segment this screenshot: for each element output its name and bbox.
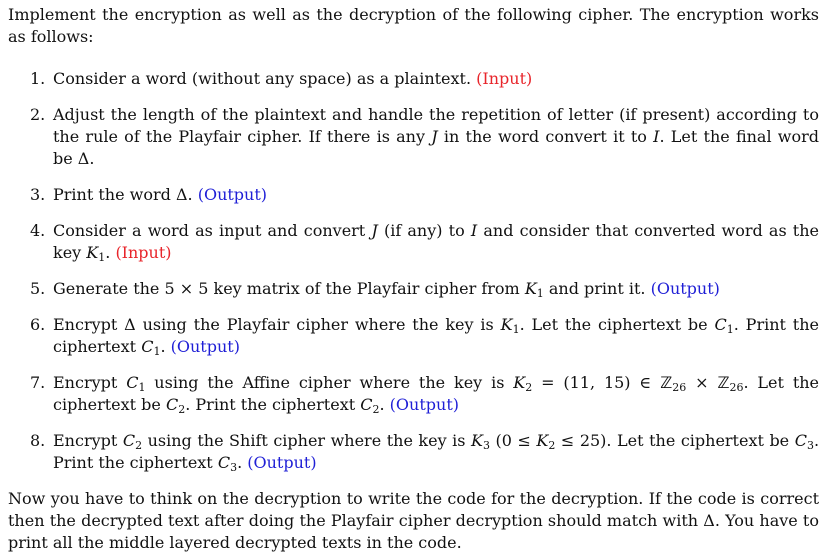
modulus-subscript: 26 xyxy=(729,381,744,394)
cipher-subscript: 2 xyxy=(178,403,186,416)
step-6 xyxy=(8,314,819,358)
step-8 xyxy=(8,430,819,474)
step-text: Print the word xyxy=(53,185,176,204)
step-number: 2. xyxy=(30,105,46,124)
step-text: . xyxy=(237,453,243,472)
key-subscript: 2 xyxy=(525,381,533,394)
step-text: = (11, 15) ∈ xyxy=(532,373,661,392)
cipher-subscript: 3 xyxy=(230,461,238,474)
step-text: . Print the ciphertext xyxy=(53,315,820,356)
math-var: I xyxy=(653,127,660,146)
cipher-subscript: 2 xyxy=(135,439,143,452)
delta-symbol: Δ xyxy=(124,315,136,334)
key-subscript: 1 xyxy=(536,287,544,300)
cipher-var: C xyxy=(141,337,154,356)
step-text: (if any) to xyxy=(377,221,471,240)
step-4 xyxy=(8,220,819,264)
input-tag: (Input) xyxy=(476,69,533,88)
closing-text: . You have to print all the middle layered decrypted texts in the code. xyxy=(8,511,819,552)
step-text: . xyxy=(105,243,111,262)
step-text: ≤ 25). Let the ciphertext be xyxy=(555,431,795,450)
closing-text: Now you have to think on the decryption to write the code for the decryption. If the code is correct then the decrypted text after doing the Playfair cipher decryption should match with xyxy=(8,489,819,530)
input-tag: (Input) xyxy=(115,243,172,262)
step-text: . xyxy=(89,149,95,168)
cipher-var: C xyxy=(360,395,373,414)
key-var: K xyxy=(471,431,483,450)
step-text: Consider a word as input and convert xyxy=(53,221,372,240)
step-text: using the Playfair cipher where the key is xyxy=(135,315,501,334)
step-5 xyxy=(8,278,819,300)
step-text: Encrypt xyxy=(53,431,123,450)
math-var: J xyxy=(371,221,378,240)
key-var: K xyxy=(513,373,526,392)
delta-symbol: Δ xyxy=(77,149,90,168)
step-number: 8. xyxy=(30,431,46,450)
step-text: in the word convert it to xyxy=(437,127,654,146)
integers-symbol: ℤ xyxy=(717,373,730,392)
step-7 xyxy=(8,372,819,416)
times-symbol: × xyxy=(686,373,718,392)
cipher-var: C xyxy=(126,373,139,392)
cipher-subscript: 1 xyxy=(726,323,734,336)
cipher-subscript: 1 xyxy=(153,345,161,358)
steps-list xyxy=(8,68,819,474)
step-text: . Let the ciphertext be xyxy=(519,315,715,334)
cipher-subscript: 3 xyxy=(806,439,814,452)
cipher-var: C xyxy=(714,315,727,334)
output-tag: (Output) xyxy=(247,453,317,472)
key-subscript: 2 xyxy=(548,439,556,452)
math-var: I xyxy=(470,221,478,240)
step-text: . xyxy=(379,395,385,414)
output-tag: (Output) xyxy=(389,395,459,414)
step-2 xyxy=(8,104,819,170)
math-var: J xyxy=(431,127,438,146)
cipher-subscript: 2 xyxy=(372,403,380,416)
step-text: . xyxy=(187,185,193,204)
cipher-var: C xyxy=(165,395,179,414)
key-var: K xyxy=(536,431,549,450)
output-tag: (Output) xyxy=(170,337,240,356)
step-number: 3. xyxy=(30,185,46,204)
step-text: using the Shift cipher where the key is xyxy=(142,431,472,450)
step-text: Generate the 5 × 5 key matrix of the Playfair cipher from xyxy=(53,279,525,298)
step-1 xyxy=(8,68,819,90)
step-text: and consider that converted word as the key xyxy=(53,221,820,262)
step-text: Encrypt xyxy=(53,315,125,334)
cipher-var: C xyxy=(217,453,231,472)
key-subscript: 1 xyxy=(512,323,520,336)
step-3 xyxy=(8,184,819,206)
step-text: . Print the ciphertext xyxy=(185,395,361,414)
integers-symbol: ℤ xyxy=(660,373,673,392)
step-text: . xyxy=(160,337,166,356)
modulus-subscript: 26 xyxy=(672,381,687,394)
key-var: K xyxy=(86,243,99,262)
step-number: 4. xyxy=(30,221,46,240)
key-subscript: 3 xyxy=(482,439,490,452)
step-text: and print it. xyxy=(543,279,646,298)
step-number: 1. xyxy=(30,69,46,88)
step-text: . Let the ciphertext be xyxy=(53,373,820,414)
step-number: 6. xyxy=(30,315,46,334)
intro-paragraph: Implement the encryption as well as the decryption of the following cipher. The encryption works as follows: xyxy=(8,5,819,46)
step-text: Encrypt xyxy=(53,373,127,392)
output-tag: (Output) xyxy=(197,185,268,204)
cipher-var: C xyxy=(122,431,136,450)
output-tag: (Output) xyxy=(650,279,720,298)
step-number: 7. xyxy=(30,373,46,392)
key-subscript: 1 xyxy=(98,251,106,264)
step-text: Adjust the length of the plaintext and handle the repetition of letter (if present) according to the rule of the Playfair cipher. If there is any xyxy=(53,105,819,146)
key-var: K xyxy=(500,315,513,334)
closing-paragraph xyxy=(8,488,819,554)
delta-symbol: Δ xyxy=(175,185,188,204)
cipher-subscript: 1 xyxy=(138,381,146,394)
cipher-var: C xyxy=(794,431,807,450)
step-number: 5. xyxy=(30,279,46,298)
step-text: using the Affine cipher where the key is xyxy=(145,373,514,392)
step-text: Consider a word (without any space) as a plaintext. xyxy=(53,69,472,88)
step-text: . Let the final word be xyxy=(53,127,820,168)
step-text: (0 ≤ xyxy=(489,431,537,450)
delta-symbol: Δ xyxy=(703,511,715,530)
step-text: . Print the ciphertext xyxy=(53,431,820,472)
key-var: K xyxy=(524,279,537,298)
